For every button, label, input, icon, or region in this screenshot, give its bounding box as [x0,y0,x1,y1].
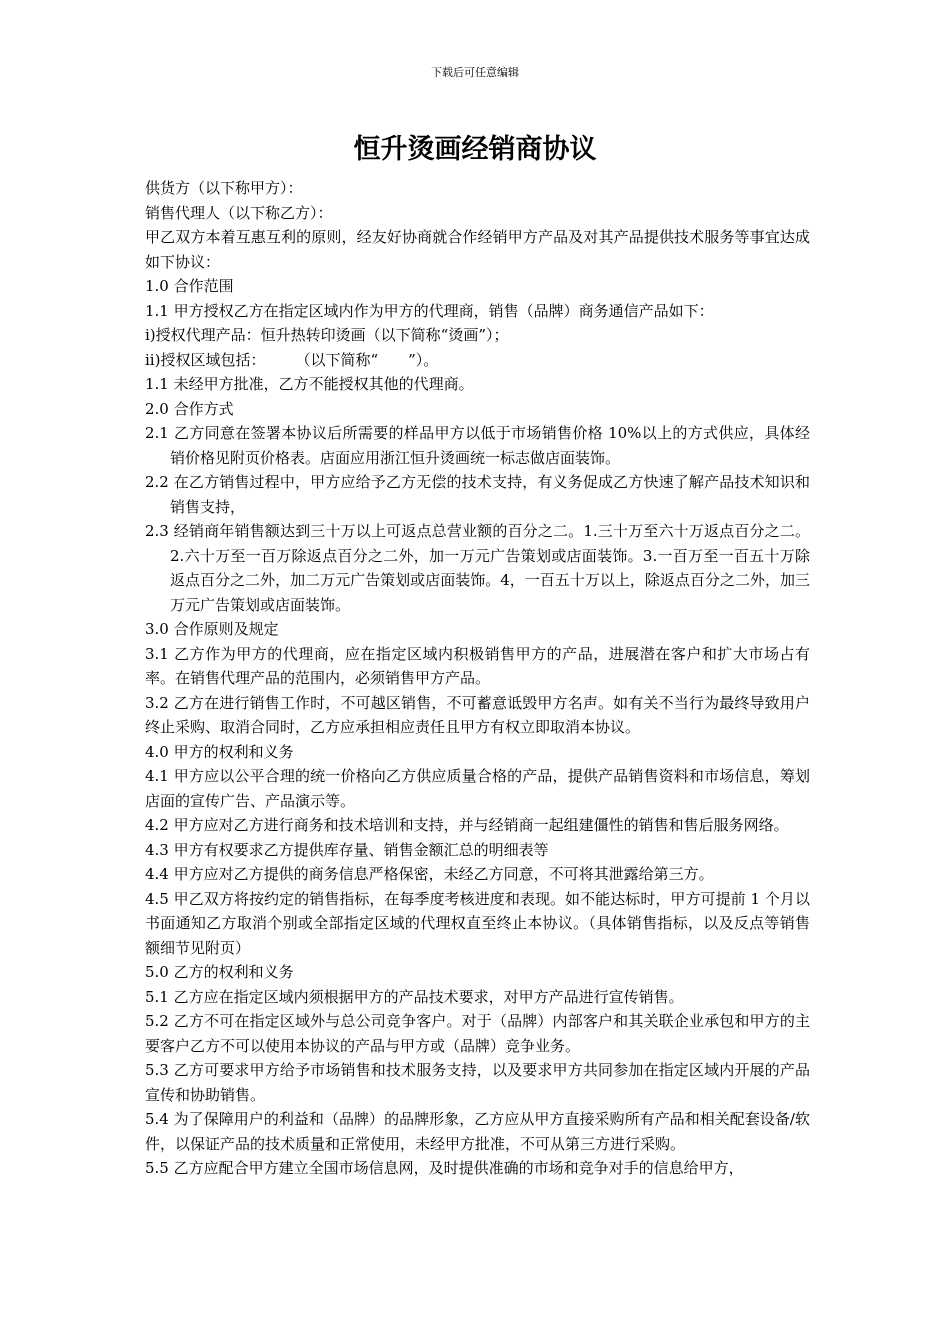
paragraph: 5.3 乙方可要求甲方给予市场销售和技术服务支持，以及要求甲方共同参加在指定区域内开展的产品宣传和协助销售。 [145,1061,810,1104]
header-note: 下载后可任意编辑 [431,66,519,79]
paragraph: 5.5 乙方应配合甲方建立全国市场信息网，及时提供准确的市场和竞争对手的信息给甲方， [145,1159,744,1177]
paragraph: i)授权代理产品：恒升热转印烫画（以下简称“烫画”）； [145,326,509,344]
paragraph: 1.0 合作范围 [145,277,234,295]
paragraph: 4.5 甲乙双方将按约定的销售指标，在每季度考核进度和表现。如不能达标时，甲方可提前 1 个月以书面通知乙方取消个别或全部指定区域的代理权直至终止本协议。（具体销售指标，以及反点等销售额细节见附页） [145,889,810,957]
paragraph: 4.0 甲方的权利和义务 [145,742,294,761]
paragraph: 5.4 为了保障用户的利益和（品牌）的品牌形象，乙方应从甲方直接采购所有产品和相关配套设备/软件，以保证产品的技术质量和正常使用，未经甲方批准，不可从第三方进行采购。 [145,1110,810,1153]
paragraph: 2.0 合作方式 [145,399,234,418]
document-title: 恒升烫画经销商协议 [353,134,597,165]
paragraph: 1.1 甲方授权乙方在指定区域内作为甲方的代理商，销售（品牌）商务通信产品如下： [145,301,714,320]
paragraph: 5.2 乙方不可在指定区域外与总公司竞争客户。对于（品牌）内部客户和其关联企业承包和甲方的主要客户乙方不可以使用本协议的产品与甲方或（品牌）竞争业务。 [145,1012,810,1055]
paragraph: 4.4 甲方应对乙方提供的商务信息严格保密，未经乙方同意，不可将其泄露给第三方。 [145,865,714,883]
paragraph: 1.1 未经甲方批准，乙方不能授权其他的代理商。 [145,375,474,393]
paragraph: ii)授权区域包括： （以下简称“ ”）。 [145,350,439,369]
document-body [145,176,810,1181]
paragraph: 2.2 在乙方销售过程中，甲方应给予乙方无偿的技术支持，有义务促成乙方快速了解产品技术知识和销售支持， [145,473,810,516]
paragraph: 3.0 合作原则及规定 [145,620,279,638]
paragraph: 4.3 甲方有权要求乙方提供库存量、销售金额汇总的明细表等 [145,840,549,859]
paragraph: 销售代理人（以下称乙方）： [145,203,333,222]
paragraph: 2.1 乙方同意在签署本协议后所需要的样品甲方以低于市场销售价格 10%以上的方式供应，具体经销价格见附页价格表。店面应用浙江恒升烫画统一标志做店面装饰。 [145,424,810,467]
paragraph: 5.0 乙方的权利和义务 [145,963,294,981]
paragraph: 3.1 乙方作为甲方的代理商，应在指定区域内积极销售甲方的产品，进展潜在客户和扩大市场占有率。在销售代理产品的范围内，必须销售甲方产品。 [145,644,810,687]
paragraph: 5.1 乙方应在指定区域内须根据甲方的产品技术要求，对甲方产品进行宣传销售。 [145,987,684,1006]
paragraph: 4.1 甲方应以公平合理的统一价格向乙方供应质量合格的产品，提供产品销售资料和市场信息，筹划店面的宣传广告、产品演示等。 [145,767,810,810]
paragraph: 4.2 甲方应对乙方进行商务和技术培训和支持，并与经销商一起组建僵性的销售和售后服务网络。 [145,816,789,834]
paragraph: 2.3 经销商年销售额达到三十万以上可返点总营业额的百分之二。1.三十万至六十万返点百分之二。2.六十万至一百万除返点百分之二外，加一万元广告策划或店面装饰。3.一百万至一百五十万除返点百分之二外，加二万元广告策划或店面装饰。4，一百五十万以上，除返点百分之二外，加三万元广告策划或店面装饰。 [145,522,810,614]
paragraph: 甲乙双方本着互惠互利的原则，经友好协商就合作经销甲方产品及对其产品提供技术服务等事宜达成如下协议： [145,228,810,271]
paragraph: 供货方（以下称甲方）： [145,179,303,197]
paragraph: 3.2 乙方在进行销售工作时，不可越区销售，不可蓄意诋毁甲方名声。如有关不当行为最终导致用户终止采购、取消合同时，乙方应承担相应责任且甲方有权立即取消本协议。 [145,693,810,736]
